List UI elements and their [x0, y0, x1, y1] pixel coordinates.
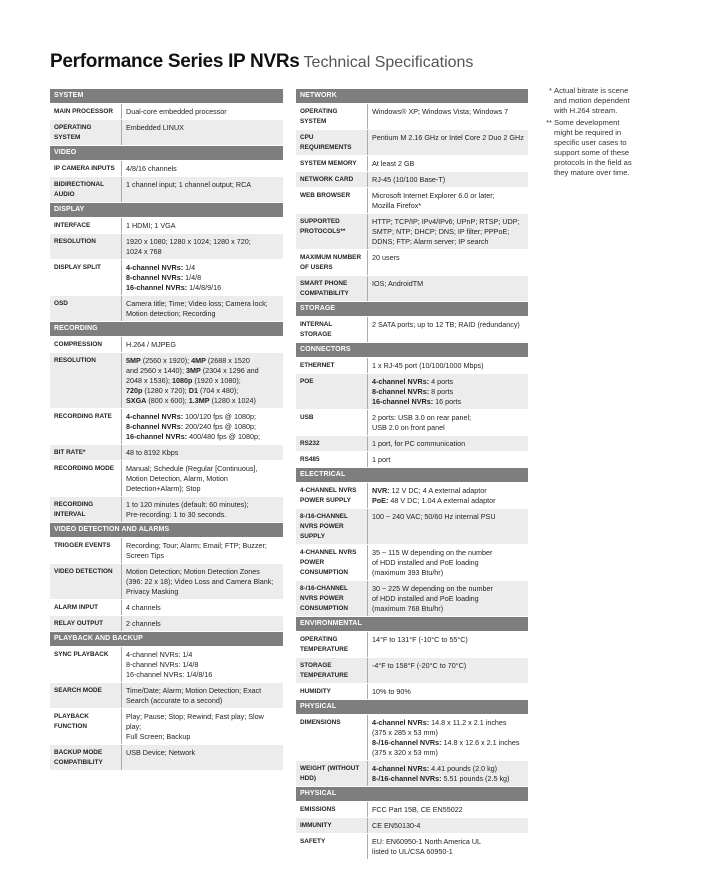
section-header: STORAGE	[296, 302, 528, 316]
spec-label: NETWORK CARD	[296, 172, 368, 187]
spec-label: SMART PHONE COMPATIBILITY	[296, 276, 368, 301]
spec-label: OSD	[50, 296, 122, 321]
section-header: RECORDING	[50, 322, 283, 336]
spec-value-emphasis: 4-channel NVRs:	[372, 377, 430, 386]
spec-value	[122, 538, 283, 563]
spec-row	[296, 483, 528, 508]
spec-value	[368, 374, 528, 409]
spec-value-text: (396: 22 x 18); Video Loss and Camera Blank;	[126, 577, 274, 586]
spec-value	[368, 483, 528, 508]
spec-value-text: 200/240 fps @ 1080p;	[183, 422, 256, 431]
spec-value-text: At least 2 GB	[372, 159, 415, 168]
spec-value	[368, 834, 528, 859]
spec-row	[296, 761, 528, 786]
spec-value-text: 35 ~ 115 W depending on the number	[372, 548, 493, 557]
spec-value-emphasis: 4-channel NVRs:	[372, 718, 430, 727]
spec-value-text: 1 x RJ-45 port (10/100/1000 Mbps)	[372, 361, 484, 370]
footnote-line: Some development	[554, 118, 620, 127]
spec-value-text: 1 HDMI; 1 VGA	[126, 221, 176, 230]
spec-value-emphasis: 8-channel NVRs:	[126, 422, 184, 431]
spec-row	[296, 317, 528, 342]
spec-value	[368, 452, 528, 467]
spec-value	[368, 436, 528, 451]
spec-label: WEB BROWSER	[296, 188, 368, 213]
spec-row	[50, 104, 283, 119]
spec-label: USB	[296, 410, 368, 435]
spec-value-emphasis: NVR:	[372, 486, 390, 495]
footnote-line: and motion dependent	[554, 96, 630, 105]
spec-value-text: 14.8 x 11.2 x 2.1 inches	[429, 718, 507, 727]
section-header: ENVIRONMENTAL	[296, 617, 528, 631]
spec-label: OPERATING SYSTEM	[50, 120, 122, 145]
spec-value	[368, 715, 528, 760]
spec-value-text: 12 V DC; 4 A external adaptor	[389, 486, 487, 495]
spec-row	[296, 410, 528, 435]
spec-value-text: and 2560 x 1440);	[126, 366, 186, 375]
spec-value-emphasis: SXGA	[126, 396, 147, 405]
spec-value-emphasis: 720p	[126, 386, 143, 395]
spec-row	[296, 214, 528, 249]
spec-value	[368, 250, 528, 275]
spec-value-text: 48 V DC; 1.04 A external adaptor	[388, 496, 496, 505]
spec-row	[296, 172, 528, 187]
spec-label: CPU REQUIREMENTS	[296, 130, 368, 155]
spec-row	[296, 802, 528, 817]
spec-value	[368, 658, 528, 683]
spec-row	[296, 452, 528, 467]
section-header: ELECTRICAL	[296, 468, 528, 482]
spec-row	[50, 120, 283, 145]
spec-value-text: RJ-45 (10/100 Base-T)	[372, 175, 446, 184]
spec-value-text: 1 to 120 minutes (default: 60 minutes);	[126, 500, 249, 509]
spec-value-text: 1024 x 768	[126, 247, 162, 256]
spec-row	[296, 104, 528, 129]
footnote-text	[554, 118, 632, 178]
spec-label: SEARCH MODE	[50, 683, 122, 708]
spec-value-emphasis: 16-channel NVRs:	[126, 432, 188, 441]
footnotes	[542, 86, 682, 180]
spec-value-text: 2048 x 1536);	[126, 376, 172, 385]
spec-label: 4-CHANNEL NVRS POWER SUPPLY	[296, 483, 368, 508]
spec-label: MAIN PROCESSOR	[50, 104, 122, 119]
spec-row	[50, 538, 283, 563]
spec-value	[368, 214, 528, 249]
spec-label: POE	[296, 374, 368, 409]
spec-value-text: Time/Date; Alarm; Motion Detection; Exact	[126, 686, 262, 695]
spec-value-text: 100 ~ 240 VAC; 50/60 Hz internal PSU	[372, 512, 496, 521]
spec-value-text: USB Device; Network	[126, 748, 196, 757]
spec-row	[296, 436, 528, 451]
spec-value	[122, 497, 283, 522]
spec-label: HUMIDITY	[296, 684, 368, 699]
footnote-mark: *	[549, 86, 552, 95]
spec-value-text: (1280 x 1024)	[209, 396, 256, 405]
spec-value	[122, 120, 283, 145]
spec-value-text: (1920 x 1080);	[192, 376, 241, 385]
spec-row	[50, 683, 283, 708]
spec-value-text: Motion Detection, Alarm, Motion	[126, 474, 228, 483]
spec-value-emphasis: 16-channel NVRs:	[126, 283, 188, 292]
spec-value-emphasis: 3MP	[185, 366, 201, 375]
spec-label: SUPPORTED PROTOCOLS**	[296, 214, 368, 249]
spec-row	[296, 545, 528, 580]
spec-value-text: 30 ~ 225 W depending on the number	[372, 584, 493, 593]
spec-value-text: (maximum 393 Btu/hr)	[372, 568, 444, 577]
spec-value	[368, 188, 528, 213]
spec-label: RS232	[296, 436, 368, 451]
spec-label: BIT RATE*	[50, 445, 122, 460]
spec-value	[122, 616, 283, 631]
spec-value-text: of HDD installed and PoE loading	[372, 594, 479, 603]
spec-value-text: Microsoft Internet Explorer 6.0 or later;	[372, 191, 495, 200]
footnote-line: they mature over time.	[554, 168, 630, 177]
spec-value-emphasis: 1080p	[171, 376, 193, 385]
footnote-line: protocols in the field as	[554, 158, 632, 167]
spec-value-text: 2 SATA ports; up to 12 TB; RAID (redundancy)	[372, 320, 520, 329]
spec-value-emphasis: 4-channel NVRs:	[126, 263, 184, 272]
spec-row	[50, 218, 283, 233]
spec-value-text: Embedded LINUX	[126, 123, 184, 132]
spec-value-emphasis: 8-channel NVRs:	[372, 387, 430, 396]
spec-value-text: Recording; Tour; Alarm; Email; FTP; Buzzer;	[126, 541, 267, 550]
spec-row	[50, 600, 283, 615]
spec-value-emphasis: 4MP	[191, 356, 206, 365]
spec-label: EMISSIONS	[296, 802, 368, 817]
spec-row	[50, 461, 283, 496]
spec-value-text: 1920 x 1080; 1280 x 1024; 1280 x 720;	[126, 237, 251, 246]
spec-value-text: 4-channel NVRs: 1/4	[126, 650, 193, 659]
spec-value-text: Pre-recording: 1 to 30 seconds.	[126, 510, 227, 519]
spec-label: ETHERNET	[296, 358, 368, 373]
spec-value	[368, 545, 528, 580]
spec-value-text: 2 ports: USB 3.0 on rear panel;	[372, 413, 472, 422]
spec-value	[122, 564, 283, 599]
spec-row	[296, 632, 528, 657]
spec-value-text: Mozilla Firefox*	[372, 201, 422, 210]
spec-value-text: SMTP; NTP; DHCP; DNS; IP filter; PPPoE;	[372, 227, 510, 236]
footnote	[542, 86, 682, 116]
spec-column-left	[50, 88, 283, 770]
spec-row	[50, 445, 283, 460]
spec-value-text: DDNS; FTP; Alarm server; IP search	[372, 237, 489, 246]
spec-value-emphasis: 1.3MP	[188, 396, 210, 405]
spec-value-text: 5.51 pounds (2.5 kg)	[441, 774, 510, 783]
page-title-bold: Performance Series IP NVRs	[50, 51, 300, 72]
spec-value	[122, 600, 283, 615]
spec-value	[122, 234, 283, 259]
footnote-line: with H.264 stream.	[554, 106, 618, 115]
spec-row	[296, 818, 528, 833]
spec-label: COMPRESSION	[50, 337, 122, 352]
spec-value-text: 14.8 x 12.6 x 2.1 inches	[441, 738, 520, 747]
spec-row	[296, 188, 528, 213]
spec-value-text: 20 users	[372, 253, 400, 262]
spec-row	[296, 581, 528, 616]
spec-value-text: 8 ports	[429, 387, 454, 396]
spec-value-text: 4 ports	[429, 377, 454, 386]
spec-value	[122, 337, 283, 352]
spec-value	[122, 683, 283, 708]
spec-label: ALARM INPUT	[50, 600, 122, 615]
spec-value-text: 4.41 pounds (2.0 kg)	[429, 764, 498, 773]
spec-value-text: 16-channel NVRs: 1/4/8/16	[126, 670, 213, 679]
spec-value	[368, 818, 528, 833]
spec-column-middle	[296, 88, 528, 859]
spec-label: WEIGHT (WITHOUT HDD)	[296, 761, 368, 786]
spec-value-text: -4°F to 158°F (-20°C to 70°C)	[372, 661, 467, 670]
spec-value	[368, 130, 528, 155]
spec-value-text: 8-channel NVRs: 1/4/8	[126, 660, 199, 669]
spec-value	[122, 409, 283, 444]
spec-value-text: Search (accurate to a second)	[126, 696, 223, 705]
spec-value	[122, 709, 283, 744]
spec-value-text: 16 ports	[433, 397, 462, 406]
spec-row	[296, 250, 528, 275]
spec-value-text: listed to UL/CSA 60950-1	[372, 847, 453, 856]
spec-row	[296, 658, 528, 683]
spec-row	[296, 156, 528, 171]
spec-label: 8-/16-CHANNEL NVRS POWER CONSUMPTION	[296, 581, 368, 616]
spec-label: SYSTEM MEMORY	[296, 156, 368, 171]
spec-value-text: (2560 x 1920);	[140, 356, 192, 365]
section-header: PLAYBACK AND BACKUP	[50, 632, 283, 646]
spec-row	[296, 276, 528, 301]
section-header: VIDEO DETECTION AND ALARMS	[50, 523, 283, 537]
section-header: DISPLAY	[50, 203, 283, 217]
spec-label: INTERFACE	[50, 218, 122, 233]
spec-value-text: (maximum 768 Btu/hr)	[372, 604, 444, 613]
spec-value	[368, 104, 528, 129]
spec-row	[50, 260, 283, 295]
section-header: PHYSICAL	[296, 787, 528, 801]
spec-value-text: 1 port	[372, 455, 391, 464]
footnote-line: support some of these	[554, 148, 630, 157]
spec-value-text: (375 x 285 x 53 mm)	[372, 728, 438, 737]
spec-label: RELAY OUTPUT	[50, 616, 122, 631]
spec-value-text: (1280 x 720);	[142, 386, 189, 395]
spec-label: STORAGE TEMPERATURE	[296, 658, 368, 683]
spec-row	[296, 374, 528, 409]
spec-value	[122, 260, 283, 295]
spec-row	[50, 177, 283, 202]
spec-row	[296, 715, 528, 760]
spec-label: 4-CHANNEL NVRS POWER CONSUMPTION	[296, 545, 368, 580]
spec-value-text: Dual-core embedded processor	[126, 107, 227, 116]
spec-value-text: Windows® XP; Windows Vista; Windows 7	[372, 107, 509, 116]
spec-label: MAXIMUM NUMBER OF USERS	[296, 250, 368, 275]
spec-value	[368, 410, 528, 435]
spec-row	[296, 684, 528, 699]
spec-value-emphasis: PoE:	[372, 496, 389, 505]
section-header: VIDEO	[50, 146, 283, 160]
spec-value-text: Detection+Alarm); Stop	[126, 484, 201, 493]
spec-value-text: Motion Detection; Motion Detection Zones	[126, 567, 260, 576]
footnote	[542, 118, 682, 178]
spec-row	[50, 337, 283, 352]
spec-value	[122, 177, 283, 202]
spec-value	[368, 276, 528, 301]
spec-value-text: USB 2.0 on front panel	[372, 423, 445, 432]
footnote-mark: **	[546, 118, 552, 127]
spec-value	[122, 161, 283, 176]
spec-value-emphasis: 4-channel NVRs:	[372, 764, 430, 773]
footnote-line: specific user cases to	[554, 138, 627, 147]
spec-value-text: (2688 x 1520	[205, 356, 250, 365]
spec-value	[122, 445, 283, 460]
spec-value-text: 10% to 90%	[372, 687, 411, 696]
spec-label: RECORDING RATE	[50, 409, 122, 444]
spec-value-text: Play; Pause; Stop; Rewind; Fast play; Slow play;	[126, 712, 264, 731]
spec-value-emphasis: 4-channel NVRs:	[126, 412, 184, 421]
spec-value-text: of HDD installed and PoE loading	[372, 558, 479, 567]
page-title-light: Technical Specifications	[303, 54, 474, 71]
spec-value	[368, 509, 528, 544]
spec-value-emphasis: 16-channel NVRs:	[372, 397, 434, 406]
spec-label: IMMUNITY	[296, 818, 368, 833]
spec-label: INTERNAL STORAGE	[296, 317, 368, 342]
spec-value	[122, 353, 283, 408]
spec-label: DISPLAY SPLIT	[50, 260, 122, 295]
spec-label: RESOLUTION	[50, 353, 122, 408]
spec-value-text: Motion detection; Recording	[126, 309, 216, 318]
spec-value-text: 48 to 8192 Kbps	[126, 448, 179, 457]
spec-row	[50, 353, 283, 408]
spec-value-text: IOS; AndroidTM	[372, 279, 424, 288]
spec-value-text: Full Screen; Backup	[126, 732, 191, 741]
spec-value	[368, 172, 528, 187]
spec-value-text: Manual; Schedule (Regular [Continuous],	[126, 464, 258, 473]
spec-value	[122, 461, 283, 496]
spec-value-text: H.264 / MJPEG	[126, 340, 176, 349]
spec-value-text: Camera title; Time; Video loss; Camera lock;	[126, 299, 268, 308]
section-header: NETWORK	[296, 89, 528, 103]
spec-row	[50, 647, 283, 682]
spec-value-text: 1 port, for PC communication	[372, 439, 466, 448]
spec-value-text: 4/8/16 channels	[126, 164, 177, 173]
spec-label: RECORDING INTERVAL	[50, 497, 122, 522]
spec-value-emphasis: 8-/16-channel NVRs:	[372, 774, 442, 783]
spec-label: SYNC PLAYBACK	[50, 647, 122, 682]
spec-value	[368, 317, 528, 342]
spec-value-text: FCC Part 15B, CE EN55022	[372, 805, 463, 814]
spec-value-emphasis: 8-/16-channel NVRs:	[372, 738, 442, 747]
section-header: SYSTEM	[50, 89, 283, 103]
spec-row	[50, 564, 283, 599]
spec-value	[122, 296, 283, 321]
spec-value	[122, 218, 283, 233]
spec-value-text: 4 channels	[126, 603, 161, 612]
spec-value-text: HTTP; TCP/IP; IPv4/IPv6; UPnP; RTSP; UDP;	[372, 217, 520, 226]
spec-value-text: (704 x 480);	[197, 386, 239, 395]
spec-row	[50, 709, 283, 744]
spec-value	[368, 684, 528, 699]
spec-value	[122, 745, 283, 770]
spec-label: BACKUP MODE COMPATIBILITY	[50, 745, 122, 770]
spec-label: OPERATING SYSTEM	[296, 104, 368, 129]
spec-value-text: 14°F to 131°F (-10°C to 55°C)	[372, 635, 468, 644]
spec-label: 8-/16-CHANNEL NVRS POWER SUPPLY	[296, 509, 368, 544]
spec-row	[50, 234, 283, 259]
spec-value-text: Screen Tips	[126, 551, 164, 560]
spec-value-text: (2304 x 1296 and	[200, 366, 259, 375]
spec-value	[368, 761, 528, 786]
spec-row	[50, 745, 283, 770]
spec-value-text: Pentium M 2.16 GHz or Intel Core 2 Duo 2 GHz	[372, 133, 524, 142]
spec-row	[296, 358, 528, 373]
spec-value-text: (375 x 320 x 53 mm)	[372, 748, 438, 757]
footnote-line: Actual bitrate is scene	[554, 86, 629, 95]
spec-value-text: 1/4/8/9/16	[187, 283, 222, 292]
spec-value-text: 2 channels	[126, 619, 161, 628]
section-header: PHYSICAL	[296, 700, 528, 714]
spec-row	[296, 509, 528, 544]
spec-row	[50, 161, 283, 176]
spec-value-text: 400/480 fps @ 1080p;	[187, 432, 260, 441]
spec-value-emphasis: D1	[188, 386, 198, 395]
spec-value	[122, 104, 283, 119]
spec-value	[368, 802, 528, 817]
spec-value-text: 1/4/8	[183, 273, 202, 282]
spec-value-text: 1 channel input; 1 channel output; RCA	[126, 180, 252, 189]
spec-label: IP CAMERA INPUTS	[50, 161, 122, 176]
spec-label: RECORDING MODE	[50, 461, 122, 496]
section-header: CONNECTORS	[296, 343, 528, 357]
spec-label: BIDIRECTIONAL AUDIO	[50, 177, 122, 202]
spec-label: VIDEO DETECTION	[50, 564, 122, 599]
spec-label: OPERATING TEMPERATURE	[296, 632, 368, 657]
spec-label: RS485	[296, 452, 368, 467]
page-title	[50, 40, 473, 72]
spec-label: SAFETY	[296, 834, 368, 859]
footnote-text	[554, 86, 630, 116]
spec-value	[368, 156, 528, 171]
spec-value-text: Privacy Masking	[126, 587, 179, 596]
spec-value	[368, 581, 528, 616]
spec-value	[368, 358, 528, 373]
spec-value	[122, 647, 283, 682]
spec-row	[50, 409, 283, 444]
spec-value-emphasis: 5MP	[126, 356, 141, 365]
spec-label: DIMENSIONS	[296, 715, 368, 760]
spec-row	[50, 616, 283, 631]
spec-value-text: 1/4	[183, 263, 196, 272]
spec-value-emphasis: 8-channel NVRs:	[126, 273, 184, 282]
spec-value-text: EU: EN60950-1 North America UL	[372, 837, 482, 846]
spec-label: PLAYBACK FUNCTION	[50, 709, 122, 744]
spec-row	[50, 296, 283, 321]
spec-row	[296, 130, 528, 155]
footnote-line: might be required in	[554, 128, 622, 137]
spec-value-text: CE EN50130-4	[372, 821, 421, 830]
spec-label: TRIGGER EVENTS	[50, 538, 122, 563]
spec-value	[368, 632, 528, 657]
spec-value-text: 100/120 fps @ 1080p;	[183, 412, 256, 421]
spec-row	[50, 497, 283, 522]
spec-row	[296, 834, 528, 859]
spec-label: RESOLUTION	[50, 234, 122, 259]
spec-value-text: (800 x 600);	[146, 396, 189, 405]
